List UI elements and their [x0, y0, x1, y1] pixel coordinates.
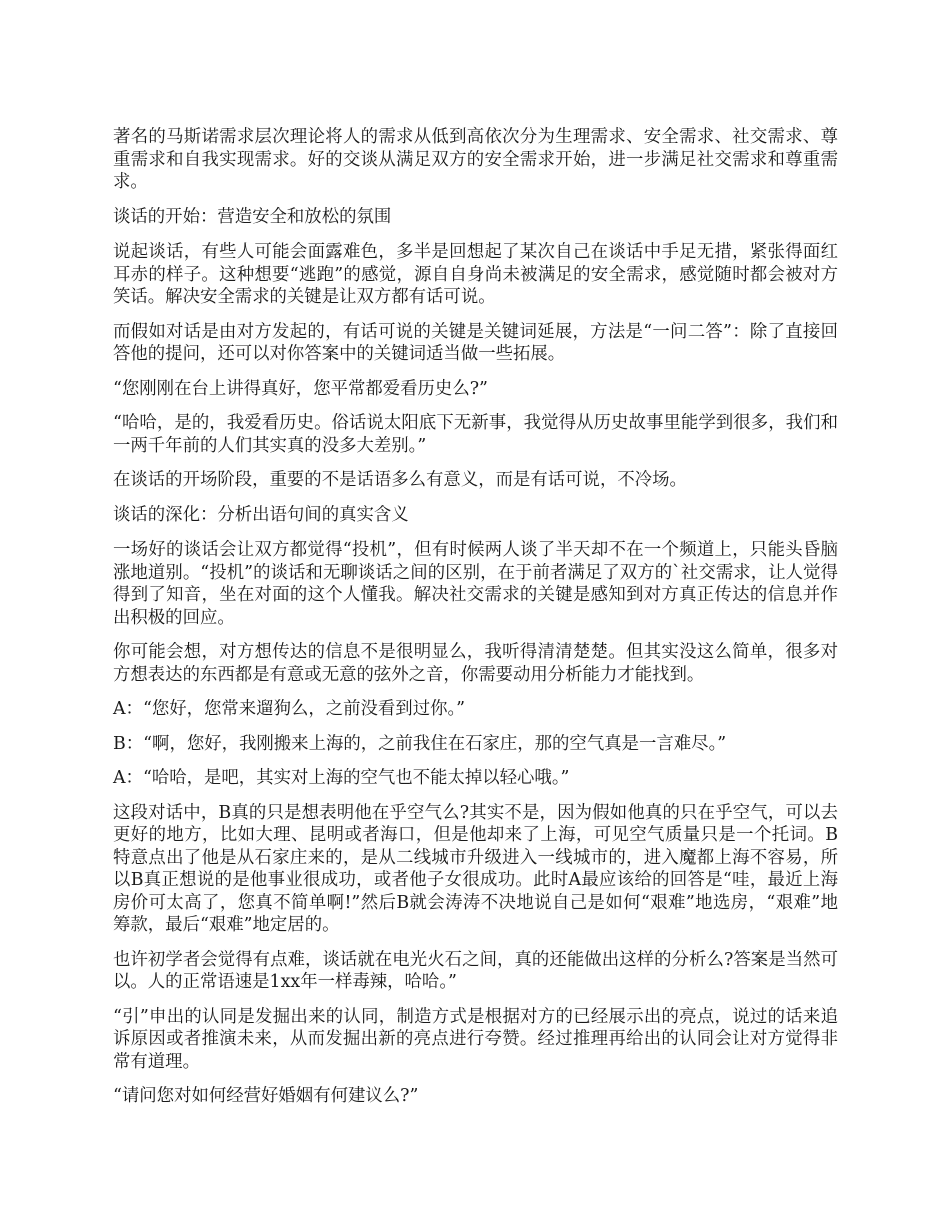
paragraph: 也许初学者会觉得有点难，谈话就在电光火石之间，真的还能做出这样的分析么?答案是当然可以。人的正常语速是1xx年一样毒辣，哈哈。”	[113, 949, 838, 992]
section-heading-deepen: 谈话的深化：分析出语句间的真实含义	[113, 504, 409, 525]
paragraph: 这段对话中，B真的只是想表明他在乎空气么?其实不是，因为假如他真的只在乎空气，可以去更好的地方，比如大理、昆明或者海口，但是他却来了上海，可见空气质量只是一个托词。B特意点出了他是从石家庄来的，是从二线城市升级进入一线城市的，进入魔都上海不容易，所以B真正想说的是他事业很成功，或者他子女很成功。此时A最应该给的回答是“哇，最近上海房价可太高了，您真不简单啊!”然后B就会涛涛不决地说自己是如何“艰难”地选房，“艰难”地筹款，最后“艰难”地定居的。	[113, 802, 838, 935]
section-heading-start: 谈话的开始：营造安全和放松的氛围	[113, 206, 392, 227]
dialogue-line: A：“哈哈，是吧，其实对上海的空气也不能太掉以轻心哦。”	[113, 768, 570, 788]
paragraph: 说起谈话，有些人可能会面露难色，多半是回想起了某次自己在谈话中手足无措，紧张得面红耳赤的样子。这种想要“逃跑”的感觉，源自自身尚未被满足的安全需求，感觉随时都会被对方笑话。解决安全需求的关键是让双方都有话可说。	[113, 242, 838, 307]
dialogue-line: “哈哈，是的，我爱看历史。俗话说太阳底下无新事，我觉得从历史故事里能学到很多，我们和一两千年前的人们其实真的没多大差别。”	[113, 413, 838, 456]
paragraph: 在谈话的开场阶段，重要的不是话语多么有意义，而是有话可说，不冷场。	[113, 470, 687, 490]
dialogue-line: “您刚刚在台上讲得真好，您平常都爱看历史么?”	[113, 378, 488, 399]
paragraph: 而假如对话是由对方发起的，有话可说的关键是关键词延展，方法是“一问二答”：除了直接回答他的提问，还可以对你答案中的关键词适当做一些拓展。	[113, 321, 838, 364]
article-body	[113, 126, 838, 1120]
paragraph: “引”申出的认同是发掘出来的认同，制造方式是根据对方的已经展示出的亮点，说过的话来追诉原因或者推演未来，从而发掘出新的亮点进行夸赞。经过推理再给出的认同会让对方觉得非常有道理。	[113, 1006, 838, 1072]
dialogue-line: A：“您好，您常来遛狗么，之前没看到过你。”	[113, 699, 466, 719]
dialogue-line: B：“啊，您好，我刚搬来上海的，之前我住在石家庄，那的空气真是一言难尽。”	[113, 733, 727, 754]
paragraph-intro: 著名的马斯诺需求层次理论将人的需求从低到高依次分为生理需求、安全需求、社交需求、尊重需求和自我实现需求。好的交谈从满足双方的安全需求开始，进一步满足社交需求和尊重需求。	[113, 127, 838, 192]
dialogue-line: “请问您对如何经营好婚姻有何建议么?”	[113, 1086, 419, 1106]
paragraph: 一场好的谈话会让双方都觉得“投机”，但有时候两人谈了半天却不在一个频道上，只能头昏脑涨地道别。“投机”的谈话和无聊谈话之间的区别，在于前者满足了双方的`社交需求，让人觉得得到了知音，坐在对面的这个人懂我。解决社交需求的关键是感知到对方真正传达的信息并作出积极的回应。	[113, 540, 838, 628]
paragraph: 你可能会想，对方想传达的信息不是很明显么，我听得清清楚楚。但其实没这么简单，很多对方想表达的东西都是有意或无意的弦外之音，你需要动用分析能力才能找到。	[113, 642, 838, 685]
